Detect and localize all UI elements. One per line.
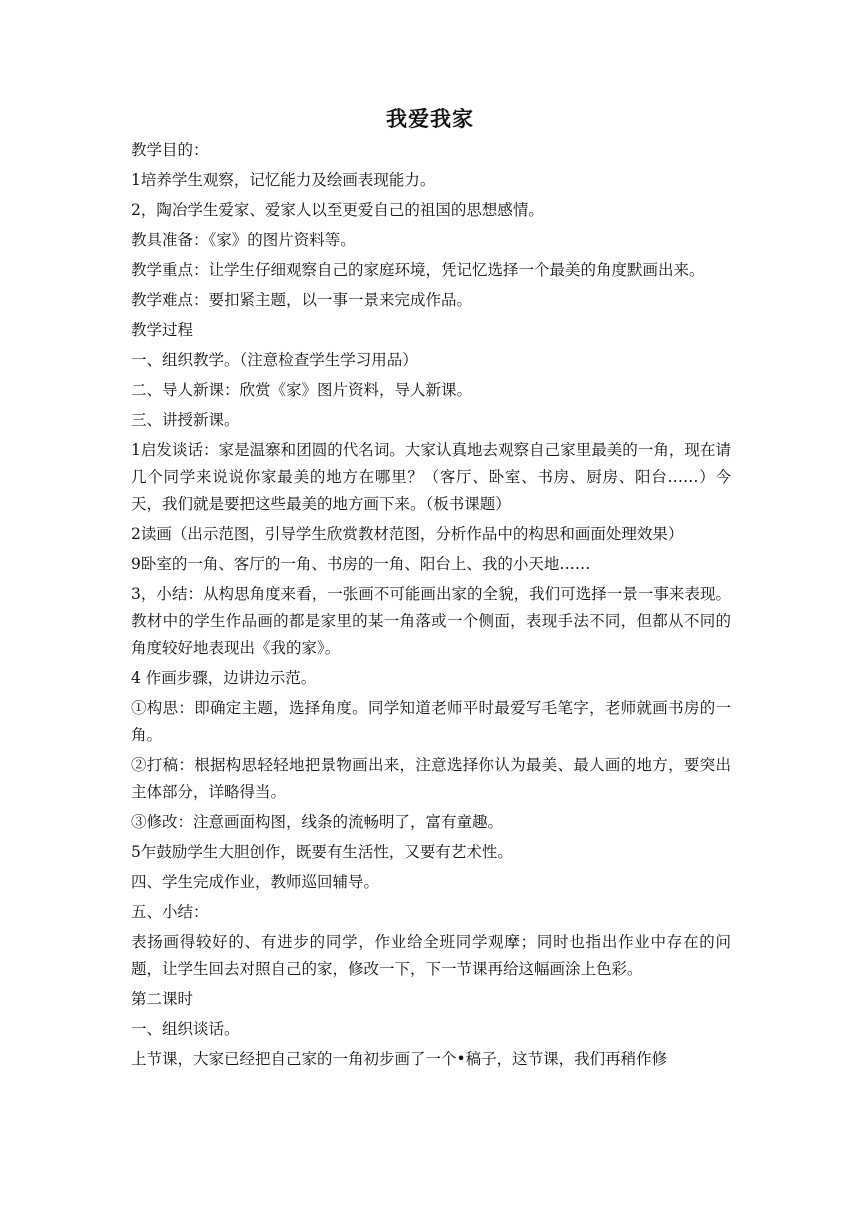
paragraph-conception: ①构思：即确定主题，选择角度。同学知道老师平时最爱写毛笔字，老师就画书房的一角。 [131,699,731,744]
paragraph-revise: ③修改：注意画面构图，线条的流畅明了，富有童趣。 [131,813,504,831]
paragraph-inspire-talk: 1启发谈话：家是温寨和团圆的代名词。大家认真地去观察自己家里最美的一角，现在请几个同学来说说你家最美的地方在哪里？（客厅、卧室、书房、厨房、阳台……）今天，我们就是要把这些最美的地方画下来。（板书课题） [131,441,731,513]
paragraph-teaching-goal: 教学目的： [131,141,209,159]
paragraph-goal-2: 2，陶冶学生爱家、爱家人以至更爱自己的祖国的思想感情。 [131,201,544,219]
paragraph-room-corners: 9卧室的一角、客厅的一角、书房的一角、阳台上、我的小天地…… [131,555,591,573]
paragraph-step-teach: 三、讲授新课。 [131,411,240,429]
paragraph-organize-talk: 一、组织谈话。 [131,1020,240,1038]
paragraph-summary-heading: 五、小结： [131,903,209,921]
paragraph-second-lesson: 第二课时 [131,990,194,1008]
paragraph-process-heading: 教学过程 [131,321,194,339]
paragraph-step-organize: 一、组织教学。（注意检查学生学习用品） [131,351,418,369]
paragraph-praise: 表扬画得较好的、有进步的同学，作业给全班同学观摩；同时也指出作业中存在的问题，让学生回去对照自己的家，修改一下，下一节课再给这幅画涂上色彩。 [131,933,731,978]
paragraph-materials: 教具准备：《家》的图片资料等。 [131,231,356,249]
document-body [131,137,731,1076]
paragraph-sketch: ②打稿：根据构思轻轻地把景物画出来，注意选择你认为最美、最人画的地方，要突出主体部分，详略得当。 [131,756,731,801]
paragraph-difficulty: 教学难点：要扣紧主题，以一事一景来完成作品。 [131,291,473,309]
paragraph-drawing-steps: 4 作画步骤，边讲边示范。 [131,669,317,687]
paragraph-key-point: 教学重点：让学生仔细观察自己的家庭环境，凭记忆选择一个最美的角度默画出来。 [131,261,705,279]
paragraph-goal-1: 1培养学生观察，记忆能力及绘画表现能力。 [131,171,436,189]
paragraph-student-work: 四、学生完成作业，教师巡回辅导。 [131,873,380,891]
paragraph-step-intro: 二、导人新课：欣赏《家》图片资料，导人新课。 [131,381,473,399]
paragraph-encourage: 5乍鼓励学生大胆创作，既要有生活性，又要有艺术性。 [131,843,513,861]
document-title: 我爱我家 [386,106,474,131]
paragraph-last-lesson: 上节课，大家已经把自己家的一角初步画了一个•稿子，这节课，我们再稍作修 [131,1050,668,1068]
paragraph-read-picture: 2读画（出示范图，引导学生欣赏教材范图，分析作品中的构思和画面处理效果） [131,525,684,543]
paragraph-summary-3: 3，小结：从构思角度来看，一张画不可能画出家的全貌，我们可选择一景一事来表现。教材中的学生作品画的都是家里的某一角落或一个侧面，表现手法不同，但都从不同的角度较好地表现出《我的家》。 [131,585,731,657]
